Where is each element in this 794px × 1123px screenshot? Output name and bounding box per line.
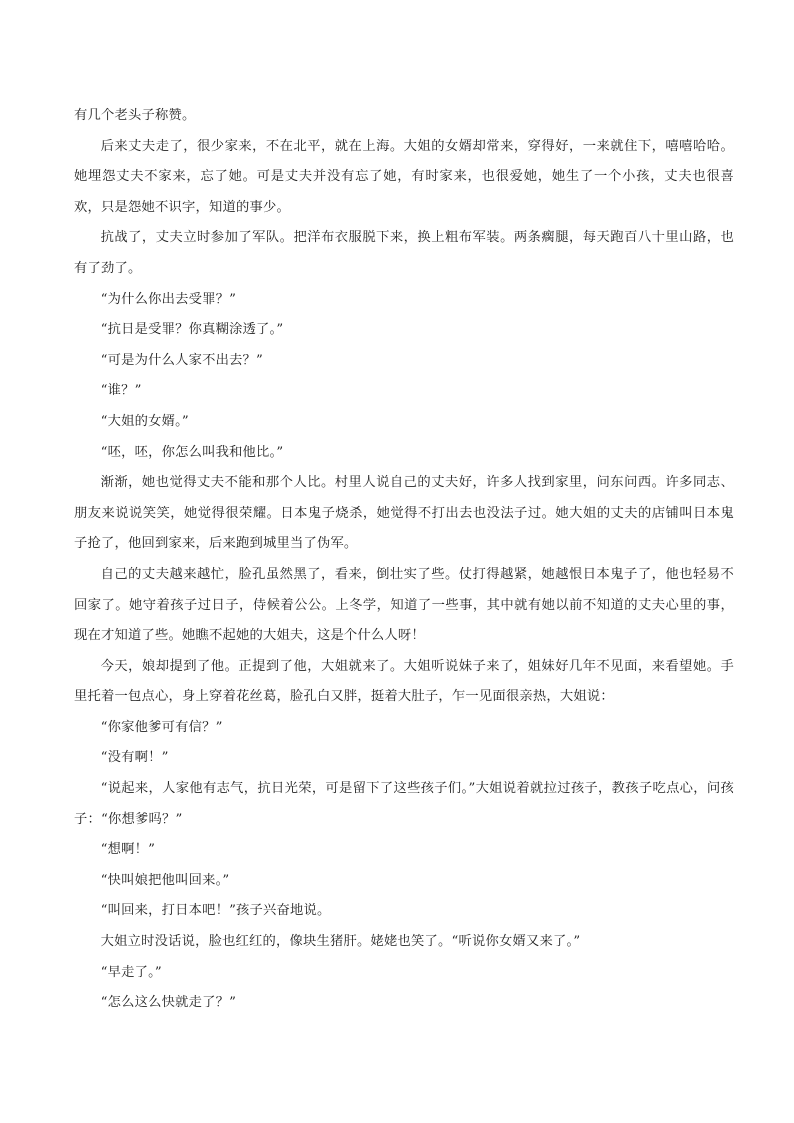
paragraph-10: 渐渐，她也觉得丈夫不能和那个人比。村里人说自己的丈夫好，许多人找到家里，问东问西。许多同志、朋友来说说笑笑，她觉得很荣耀。日本鬼子烧杀，她觉得不打出去也没法子过。她大姐的丈夫的店铺叫日本鬼子抢了，他回到家来，后来跑到城里当了伪军。: [74, 475, 734, 552]
paragraph-15: “说起来，人家他有志气，抗日光荣，可是留下了这些孩子们。”大姐说着就拉过孩子，教孩子吃点心，问孩子：“你想爹吗？”: [74, 781, 734, 827]
paragraph-1: 有几个老头子称赞。: [74, 108, 196, 123]
paragraph-2: 后来丈夫走了，很少家来，不在北平，就在上海。大姐的女婿却常来，穿得好，一来就住下，嘻嘻哈哈。她埋怨丈夫不家来，忘了她。可是丈夫并没有忘了她，有时家来，也很爱她，她生了一个小孩，丈夫也很喜欢，只是怨她不识字，知道的事少。: [74, 138, 734, 215]
paragraph-19: 大姐立时没话说，脸也红红的，像块生猪肝。姥姥也笑了。“听说你女婿又来了。”: [100, 934, 581, 950]
paragraph-13: “你家他爹可有信？”: [100, 719, 223, 735]
paragraph-8: “大姐的女婿。”: [100, 413, 189, 429]
paragraph-14: “没有啊！”: [100, 750, 169, 766]
paragraph-18: “叫回来，打日本吧！”孩子兴奋地说。: [100, 903, 331, 919]
paragraph-3: 抗战了，丈夫立时参加了军队。把洋布衣服脱下来，换上粗布军装。两条瘸腿，每天跑百八十里山路，也有了劲了。: [74, 230, 734, 276]
paragraph-4: “为什么你出去受罪？”: [100, 291, 237, 307]
paragraph-21: “怎么这么快就走了？”: [100, 995, 237, 1011]
paragraph-6: “可是为什么人家不出去？”: [100, 352, 264, 368]
paragraph-16: “想啊！”: [100, 842, 156, 858]
body-text: [74, 101, 734, 1019]
paragraph-7: “谁？”: [100, 383, 142, 399]
paragraph-20: “早走了。”: [100, 964, 162, 980]
paragraph-9: “呸，呸，你怎么叫我和他比。”: [100, 444, 284, 460]
paragraph-12: 今天，娘却提到了他。正提到了他，大姐就来了。大姐听说妹子来了，姐妹好几年不见面，来看望她。手里托着一包点心，身上穿着花丝葛，脸孔白又胖，挺着大肚子，乍一见面很亲热，大姐说：: [74, 658, 734, 705]
paragraph-17: “快叫娘把他叫回来。”: [100, 872, 230, 888]
paragraph-5: “抗日是受罪？你真糊涂透了。”: [100, 322, 284, 338]
paragraph-11: 自己的丈夫越来越忙，脸孔虽然黑了，看来，倒壮实了些。仗打得越紧，她越恨日本鬼子了，他也轻易不回家了。她守着孩子过日子，侍候着公公。上冬学，知道了一些事，其中就有她以前不知道的丈夫心里的事，现在才知道了些。她瞧不起她的大姐夫，这是个什么人呀！: [74, 566, 734, 644]
